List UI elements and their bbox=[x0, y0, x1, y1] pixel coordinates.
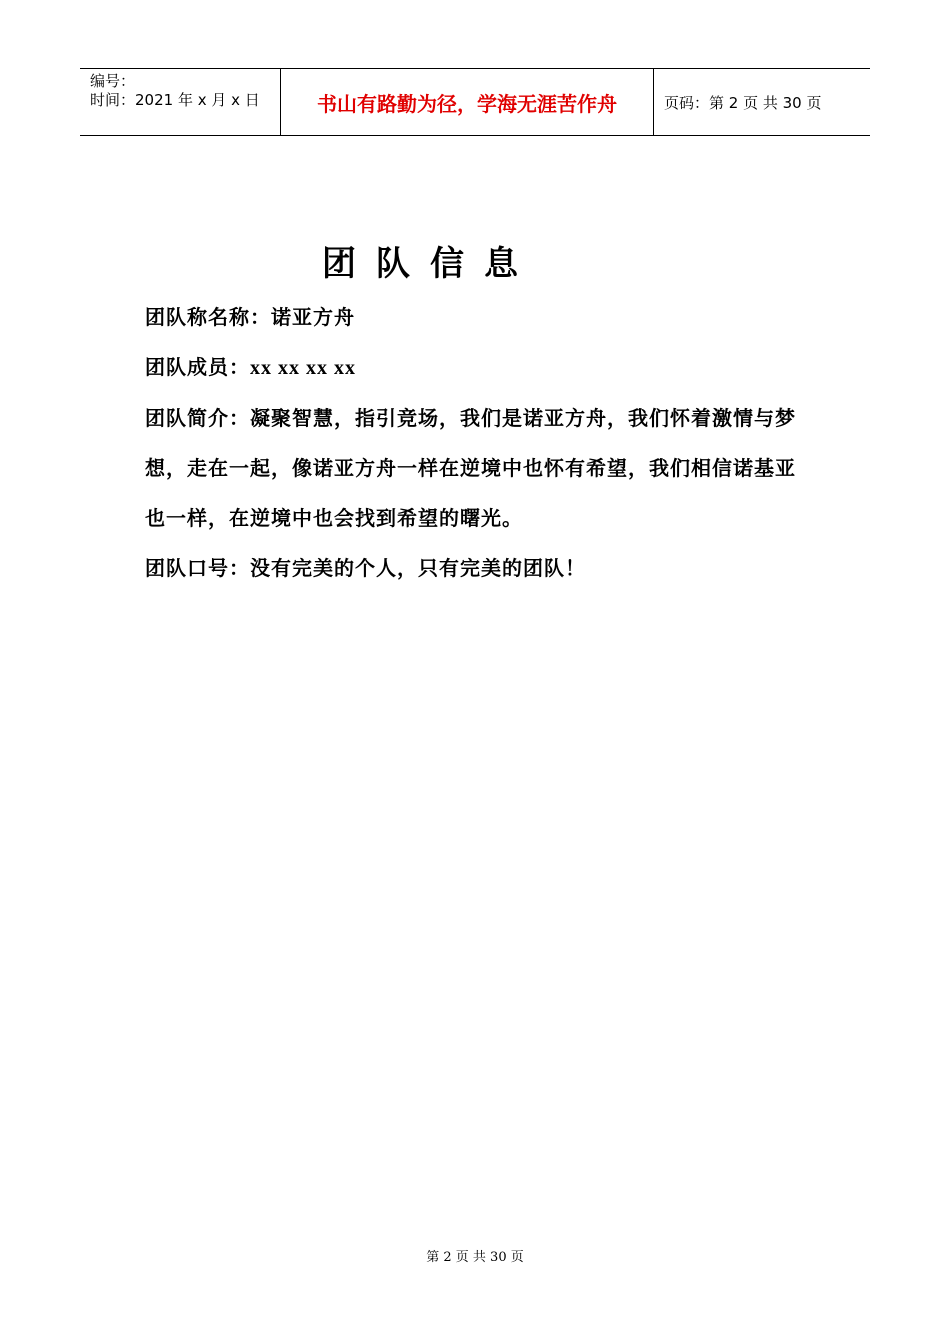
team-intro-paragraph bbox=[145, 393, 815, 543]
team-name-line bbox=[145, 292, 815, 342]
team-name-value: 诺亚方舟 bbox=[271, 305, 355, 329]
header-meta-cell bbox=[80, 69, 281, 135]
team-members-label: 团队成员： bbox=[145, 355, 250, 379]
page-footer: 第 2 页 共 30 页 bbox=[426, 1250, 524, 1265]
team-slogan-line bbox=[145, 543, 815, 593]
team-members-value: xx xx xx xx bbox=[250, 357, 356, 379]
time-label: 时间：2021 年 x 月 x 日 bbox=[90, 91, 260, 109]
header-page-info: 页码：第 2 页 共 30 页 bbox=[664, 93, 822, 112]
team-slogan-label: 团队口号： bbox=[145, 556, 250, 580]
team-slogan-text: 没有完美的个人，只有完美的团队！ bbox=[250, 556, 586, 580]
number-label: 编号： bbox=[90, 72, 136, 90]
team-members-line bbox=[145, 342, 815, 393]
team-name-label: 团队称名称： bbox=[145, 305, 271, 329]
team-intro-text: 凝聚智慧，指引竞场，我们是诺亚方舟，我们怀着激情与梦想，走在一起，像诺亚方舟一样在逆境中也怀有希望，我们相信诺基亚也一样，在逆境中也会找到希望的曙光。 bbox=[145, 406, 796, 530]
document-body bbox=[145, 292, 815, 593]
team-intro-label: 团队简介： bbox=[145, 406, 250, 430]
header-motto: 书山有路勤为径，学海无涯苦作舟 bbox=[281, 69, 654, 135]
document-title: 团队信息 bbox=[322, 244, 538, 284]
page-header bbox=[80, 68, 870, 136]
